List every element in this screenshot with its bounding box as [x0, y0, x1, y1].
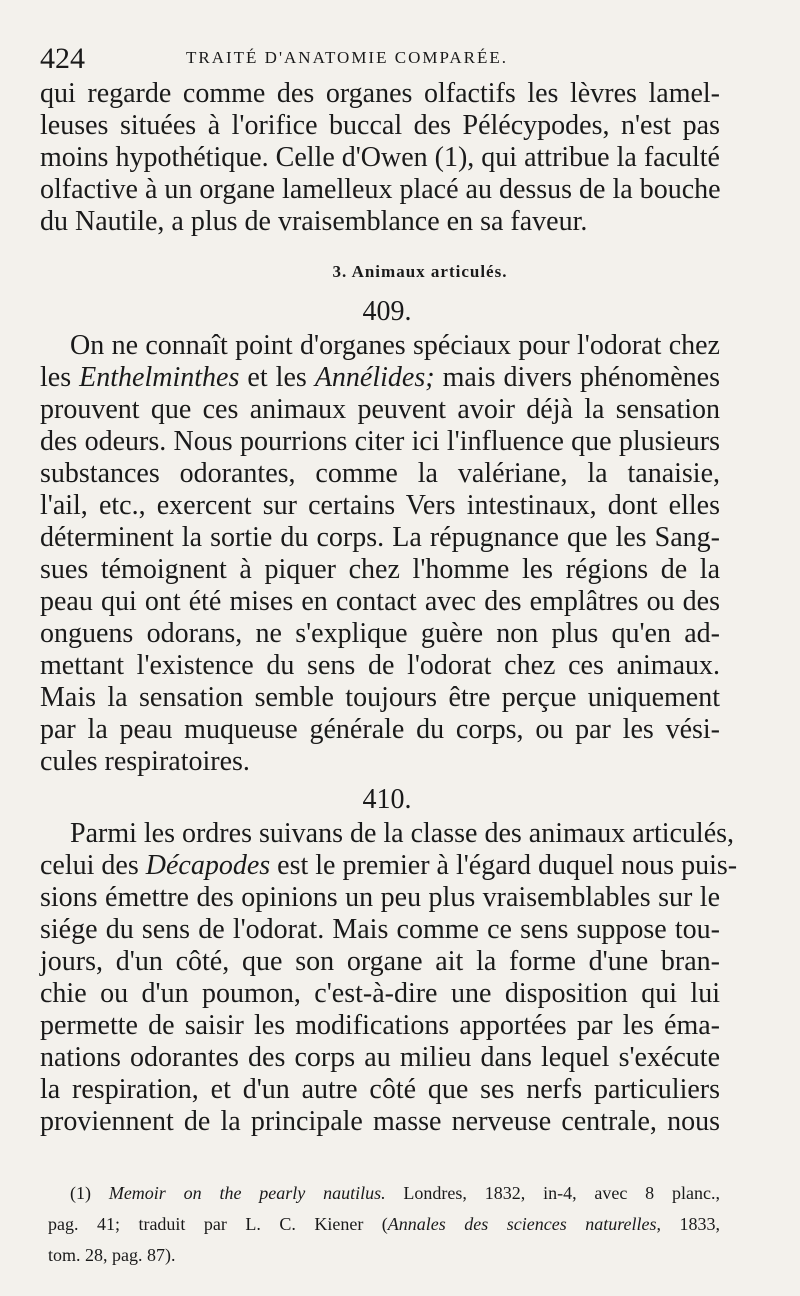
text-line: permette de saisir les modifications apportées par les éma- — [40, 1010, 720, 1041]
text-line: par la peau muqueuse générale du corps, ou par les vési- — [40, 714, 720, 745]
text-line: nations odorantes des corps au milieu dans lequel s'exécute — [40, 1042, 720, 1073]
text-line: chie ou d'un poumon, c'est-à-dire une disposition qui lui — [40, 978, 720, 1009]
subsection-heading: 3. Animaux articulés. — [332, 262, 508, 281]
footnote-line: (1) Memoir on the pearly nautilus. Londres, 1832, in-4, avec 8 planc., — [70, 1183, 720, 1203]
section-number-409: 409. — [362, 296, 412, 327]
footnote — [48, 1178, 720, 1271]
text-line: leuses situées à l'orifice buccal des Pélécypodes, n'est pas — [40, 110, 720, 141]
text-line: sues témoignent à piquer chez l'homme les régions de la — [40, 554, 720, 585]
text-line: onguens odorans, ne s'explique guère non plus qu'en ad- — [40, 618, 720, 649]
paragraph-409 — [40, 330, 720, 778]
text-line: Parmi les ordres suivans de la classe des animaux articulés, — [70, 818, 735, 849]
text-line: proviennent de la principale masse nerveuse centrale, nous — [40, 1106, 720, 1137]
taxon-name: Décapodes — [145, 850, 271, 881]
text-line: les Enthelminthes et les Annélides; mais divers phénomènes — [40, 362, 720, 393]
text-line: olfactive à un organe lamelleux placé au dessus de la bouche — [40, 174, 721, 205]
taxon-name: Enthelminthes — [79, 362, 240, 393]
text-line: qui regarde comme des organes olfactifs les lèvres lamel- — [40, 78, 720, 109]
running-head: TRAITÉ D'ANATOMIE COMPARÉE. — [186, 48, 508, 67]
footnote-title: Memoir on the pearly nautilus. — [108, 1183, 386, 1203]
text-line: On ne connaît point d'organes spéciaux pour l'odorat chez — [70, 330, 720, 361]
paragraph-410 — [40, 818, 738, 1138]
text-line: peau qui ont été mises en contact avec des emplâtres ou des — [40, 586, 720, 617]
text-line: celui des Décapodes est le premier à l'égard duquel nous puis- — [40, 850, 738, 881]
text-line: prouvent que ces animaux peuvent avoir déjà la sensation — [40, 394, 720, 425]
section-number-410: 410. — [362, 784, 412, 815]
taxon-name: Annélides; — [314, 362, 435, 393]
intro-paragraph — [40, 78, 720, 238]
text-line: cules respiratoires. — [40, 746, 250, 777]
text-line: la respiration, et d'un autre côté que ses nerfs particuliers — [40, 1074, 720, 1105]
book-page — [40, 38, 738, 1138]
text-line: jours, d'un côté, que son organe ait la forme d'une bran- — [40, 946, 720, 977]
text-line: moins hypothétique. Celle d'Owen (1), qui attribue la faculté — [40, 142, 720, 173]
text-line: substances odorantes, comme la valériane, la tanaisie, — [40, 458, 720, 489]
text-line: mettant l'existence du sens de l'odorat chez ces animaux. — [40, 650, 720, 681]
text-line: du Nautile, a plus de vraisemblance en sa faveur. — [40, 206, 588, 237]
text-line: siége du sens de l'odorat. Mais comme ce sens suppose tou- — [40, 914, 720, 945]
footnote-marker: (1) — [70, 1183, 109, 1203]
page-number: 424 — [40, 42, 85, 75]
text-line: Mais la sensation semble toujours être perçue uniquement — [40, 682, 720, 713]
footnote-line: pag. 41; traduit par L. C. Kiener (Annales des sciences naturelles, 1833, — [48, 1214, 720, 1234]
footnote-line: tom. 28, pag. 87). — [48, 1245, 176, 1265]
text-line: des odeurs. Nous pourrions citer ici l'influence que plusieurs — [40, 426, 720, 457]
text-line: sions émettre des opinions un peu plus vraisemblables sur le — [40, 882, 720, 913]
journal-title: Annales des sciences naturelles — [387, 1214, 657, 1234]
text-line: l'ail, etc., exercent sur certains Vers intestinaux, dont elles — [40, 490, 720, 521]
page-header — [40, 38, 720, 78]
text-line: déterminent la sortie du corps. La répugnance que les Sang- — [40, 522, 720, 553]
